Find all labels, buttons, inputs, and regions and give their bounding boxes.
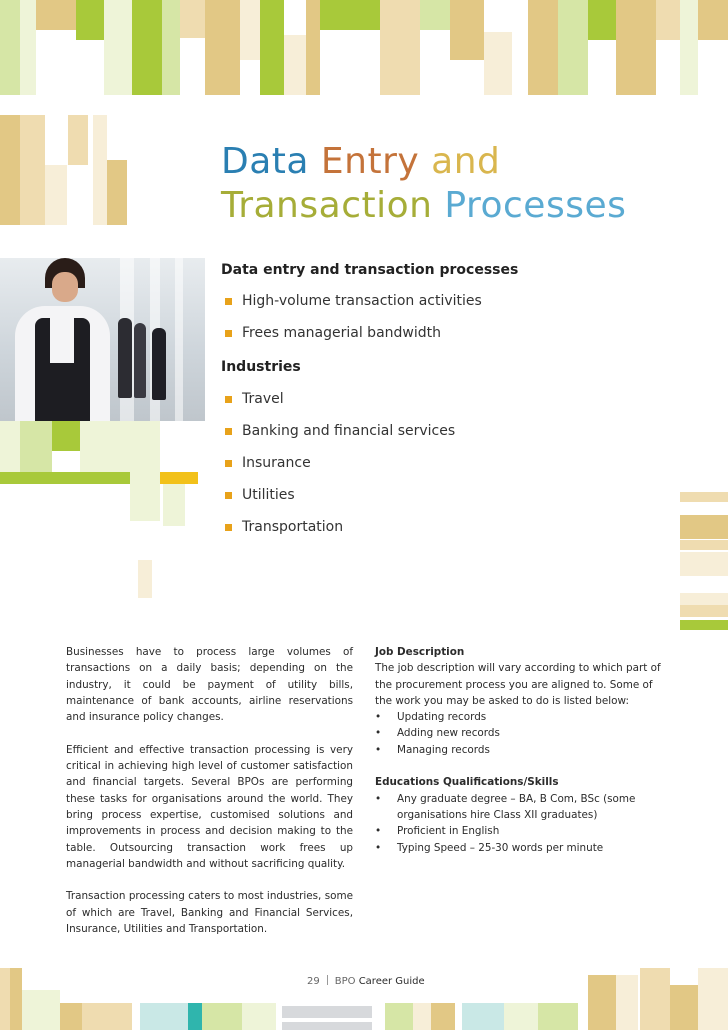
footer-bpo: BPO xyxy=(334,976,356,987)
industry-item xyxy=(225,455,311,471)
body-paragraph: Businesses have to process large volumes of transactions on a daily basis; depending on the industry, it could be payment of utility bills, maintenance of bank accounts, airline reservations and insurance policy changes. xyxy=(66,646,353,724)
industry-text: Insurance xyxy=(242,455,311,471)
industry-item xyxy=(225,391,284,407)
footer-divider xyxy=(327,975,328,985)
industry-item xyxy=(225,423,455,439)
job-description-heading: Job Description xyxy=(375,646,465,658)
bullet-square-icon xyxy=(225,492,232,499)
industry-text: Transportation xyxy=(242,519,344,535)
education-list-item xyxy=(375,840,665,856)
summary-bullet-text: Frees managerial bandwidth xyxy=(242,325,442,341)
bullet-square-icon xyxy=(225,298,232,305)
bullet-square-icon xyxy=(225,330,232,337)
page-title xyxy=(221,140,701,228)
industry-text: Travel xyxy=(242,391,284,407)
education-heading: Educations Qualifications/Skills xyxy=(375,776,559,789)
industry-item xyxy=(225,519,343,535)
body-paragraph: Transaction processing caters to most industries, some of which are Travel, Banking and Financial Services, Insurance, Utilities and Transportation. xyxy=(66,890,353,936)
job-list-text: Adding new records xyxy=(397,727,500,740)
summary-bullet xyxy=(225,293,482,309)
job-list-item xyxy=(375,725,665,741)
title-word-entry: Entry xyxy=(320,141,420,182)
title-word-transaction: Transaction xyxy=(221,185,433,226)
bullet-square-icon xyxy=(225,524,232,531)
title-line-2 xyxy=(221,184,701,228)
page-number: 29 xyxy=(307,976,320,987)
job-list-item xyxy=(375,742,665,758)
title-word-data: Data xyxy=(221,141,309,182)
summary-heading: Data entry and transaction processes xyxy=(221,262,519,278)
page-footer xyxy=(307,975,425,987)
left-body-column xyxy=(66,644,353,954)
office-team-photo xyxy=(0,258,205,421)
bullet-dot-icon: • xyxy=(375,711,382,724)
bullet-dot-icon: • xyxy=(375,792,382,805)
job-list-text: Managing records xyxy=(397,743,490,756)
job-description-text: The job description will vary according to which part of the procurement process you are aligned to. Some of the work you may be asked to do is listed below: xyxy=(375,662,661,707)
summary-bullet xyxy=(225,325,441,341)
body-paragraph: Efficient and effective transaction processing is very critical in achieving high level of customer satisfaction and financial targets. Several BPOs are performing these tasks for organisations around the world. They bring process expertise, customised solutions and improvements in process and decision making to the table. Outsourcing transaction work frees up managerial bandwidth and without sacrificing quality. xyxy=(66,743,353,870)
job-list-text: Updating records xyxy=(397,711,487,724)
bullet-square-icon xyxy=(225,396,232,403)
bullet-dot-icon: • xyxy=(375,825,382,838)
education-list-item xyxy=(375,791,665,824)
footer-career-guide: Career Guide xyxy=(358,976,425,987)
title-word-and: and xyxy=(431,141,501,182)
bullet-square-icon xyxy=(225,460,232,467)
summary-bullet-text: High-volume transaction activities xyxy=(242,293,482,309)
industries-heading: Industries xyxy=(221,359,301,375)
industry-text: Utilities xyxy=(242,487,295,503)
bullet-dot-icon: • xyxy=(375,743,382,756)
title-word-processes: Processes xyxy=(444,185,627,226)
industry-item xyxy=(225,487,295,503)
bullet-dot-icon: • xyxy=(375,841,382,854)
industry-text: Banking and financial services xyxy=(242,423,456,439)
education-list-text: Typing Speed – 25-30 words per minute xyxy=(397,841,604,854)
right-body-column xyxy=(375,644,665,856)
education-list-text: Proficient in English xyxy=(397,825,500,838)
bullet-square-icon xyxy=(225,428,232,435)
education-list-item xyxy=(375,823,665,839)
bullet-dot-icon: • xyxy=(375,727,382,740)
education-list-text: Any graduate degree – BA, B Com, BSc (some organisations hire Class XII graduates) xyxy=(397,792,636,821)
title-line-1 xyxy=(221,140,701,184)
job-list-item xyxy=(375,709,665,725)
